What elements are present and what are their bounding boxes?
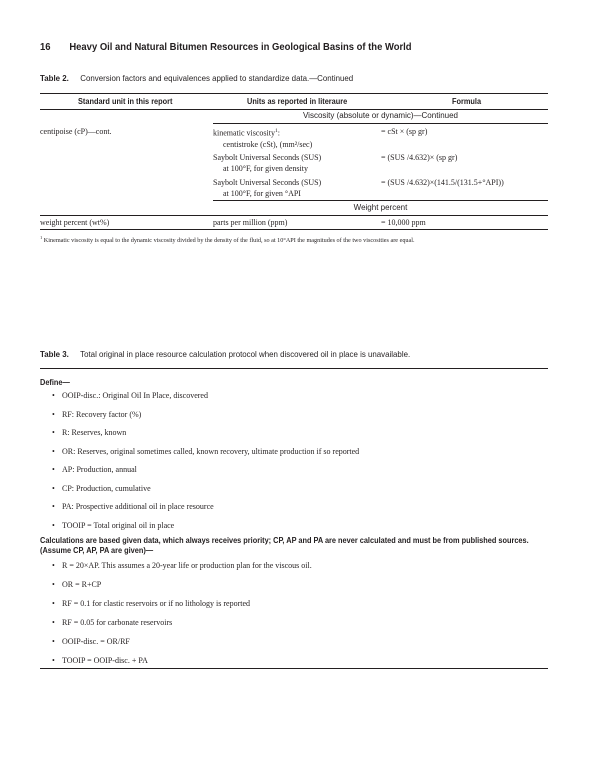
list-item bbox=[52, 502, 359, 521]
bullet: • bbox=[52, 520, 55, 530]
table3-caption bbox=[40, 349, 410, 359]
running-head bbox=[40, 41, 412, 53]
definition-text: TOOIP = Total original oil in place bbox=[62, 520, 175, 530]
bullet: • bbox=[52, 409, 55, 419]
list-item bbox=[52, 446, 360, 466]
table2-row1-reported-line1: kinematic viscosity bbox=[213, 128, 275, 138]
table2-row2-reported bbox=[213, 152, 321, 174]
definition-text: OOIP-disc.: Original Oil In Place, discovered bbox=[62, 391, 208, 400]
calculation-list bbox=[52, 561, 312, 668]
table2-header-rule bbox=[40, 109, 548, 110]
table3-label: Table 3. bbox=[40, 349, 69, 359]
footnote-mark: 1 bbox=[40, 235, 43, 240]
list-item bbox=[52, 580, 312, 599]
list-item bbox=[52, 428, 359, 447]
list-item bbox=[52, 391, 359, 410]
bullet: • bbox=[52, 637, 55, 646]
list-item bbox=[52, 483, 359, 503]
bullet: • bbox=[52, 599, 55, 608]
bullet: • bbox=[52, 465, 55, 474]
list-item bbox=[52, 599, 312, 618]
table2-header-standard: Standard unit in this report bbox=[78, 97, 173, 106]
table2-row1-formula: = cSt × (sp gr) bbox=[381, 127, 428, 136]
definition-text: RF: Recovery factor (%) bbox=[62, 409, 142, 419]
definition-list bbox=[52, 391, 360, 533]
table2-top-rule bbox=[40, 93, 548, 94]
bullet: • bbox=[52, 502, 55, 511]
table2-header-reported: Units as reported in literaure bbox=[247, 97, 348, 106]
table2-section2-top-rule bbox=[213, 200, 548, 201]
table2-row1-reported-colon: : bbox=[277, 128, 280, 138]
table2-row2-formula: = (SUS /4.632)× (sp gr) bbox=[381, 153, 458, 162]
running-head-title: Heavy Oil and Natural Bitumen Resources in Geological Basins of the World bbox=[69, 41, 412, 53]
calculation-text: RF = 0.1 for clastic reservoirs or if no lithology is reported bbox=[62, 599, 251, 608]
bullet: • bbox=[52, 428, 55, 437]
table2-caption bbox=[40, 73, 353, 83]
table2-section-weight: Weight percent bbox=[353, 203, 408, 212]
calculation-text: TOOIP = OOIP-disc. + PA bbox=[62, 656, 148, 665]
list-item bbox=[52, 637, 312, 656]
table2-header-formula: Formula bbox=[452, 97, 482, 106]
bullet: • bbox=[52, 656, 55, 665]
calculation-text: OR = R+CP bbox=[62, 580, 102, 589]
table2-wt-formula: = 10,000 ppm bbox=[381, 218, 426, 227]
table2-section2-rule bbox=[40, 215, 548, 216]
definition-text: CP: Production, cumulative bbox=[62, 483, 151, 493]
list-item bbox=[52, 618, 312, 637]
page-number: 16 bbox=[40, 41, 51, 53]
table3-top-rule bbox=[40, 368, 548, 369]
table3-caption-text: Total original in place resource calculation protocol when discovered oil in place is unavailable. bbox=[80, 349, 411, 359]
table2-row1-reported bbox=[213, 126, 312, 150]
table2-section-viscosity: Viscosity (absolute or dynamic)—Continued bbox=[302, 111, 459, 120]
bullet: • bbox=[52, 446, 55, 456]
calculation-text: R = 20×AP. This assumes a 20-year life or production plan for the viscous oil. bbox=[62, 561, 312, 570]
definition-text: OR: Reserves, original sometimes called, known recovery, ultimate production if so reported bbox=[62, 446, 360, 456]
table2-row3-reported-line2: at 100°F, for given °API bbox=[223, 189, 301, 198]
list-item bbox=[52, 520, 359, 533]
table2-wt-reported: parts per million (ppm) bbox=[213, 218, 288, 227]
table2-bottom-rule bbox=[40, 229, 548, 230]
table2-wt-standard: weight percent (wt%) bbox=[40, 218, 110, 227]
table3-bottom-rule bbox=[40, 668, 548, 669]
table2-footnote-text: Kinematic viscosity is equal to the dynamic viscosity divided by the density of the fluid, so at 10°API the magnitudes of the two viscosities are equal. bbox=[43, 237, 415, 245]
footnote-ref: 1 bbox=[275, 128, 278, 134]
table3-calc-intro bbox=[40, 536, 529, 556]
bullet: • bbox=[52, 391, 55, 400]
calculation-text: RF = 0.05 for carbonate reservoirs bbox=[62, 618, 173, 627]
table2-row3-reported-line1: Saybolt Universal Seconds (SUS) bbox=[213, 178, 322, 187]
table2-row3-reported bbox=[213, 177, 321, 199]
list-item bbox=[52, 409, 359, 429]
definition-text: PA: Prospective additional oil in place resource bbox=[62, 502, 214, 511]
bullet: • bbox=[52, 561, 55, 570]
list-item bbox=[52, 656, 312, 668]
bullet: • bbox=[52, 618, 55, 627]
table2-caption-text: Conversion factors and equivalences applied to standardize data.—Continued bbox=[80, 73, 354, 83]
calc-intro-line2: (Assume CP, AP, PA are given)— bbox=[40, 546, 154, 555]
table2-section1-rule bbox=[213, 123, 548, 124]
calculation-text: OOIP-disc. = OR/RF bbox=[62, 637, 130, 646]
bullet: • bbox=[52, 580, 55, 589]
table2-row1-standard: centipoise (cP)—cont. bbox=[40, 127, 112, 136]
definition-text: R: Reserves, known bbox=[62, 428, 127, 437]
bullet: • bbox=[52, 483, 55, 493]
table2-row1-reported-line2: centistroke (cSt), (mm²/sec) bbox=[223, 139, 313, 149]
calc-intro-line1: Calculations are based given data, which always receives priority; CP, AP and PA are never calculated and must be from published sources. bbox=[40, 536, 529, 545]
table2-row2-reported-line1: Saybolt Universal Seconds (SUS) bbox=[213, 153, 322, 162]
table2-footnote bbox=[40, 235, 415, 244]
definition-text: AP: Production, annual bbox=[62, 465, 137, 474]
table2-row2-reported-line2: at 100°F, for given density bbox=[223, 164, 308, 173]
table2-label: Table 2. bbox=[40, 73, 69, 83]
list-item bbox=[52, 465, 359, 484]
table3-define-heading: Define— bbox=[40, 378, 70, 387]
table2-row3-formula: = (SUS /4.632)×(141.5/(131.5+°API)) bbox=[381, 178, 504, 187]
list-item bbox=[52, 561, 312, 580]
